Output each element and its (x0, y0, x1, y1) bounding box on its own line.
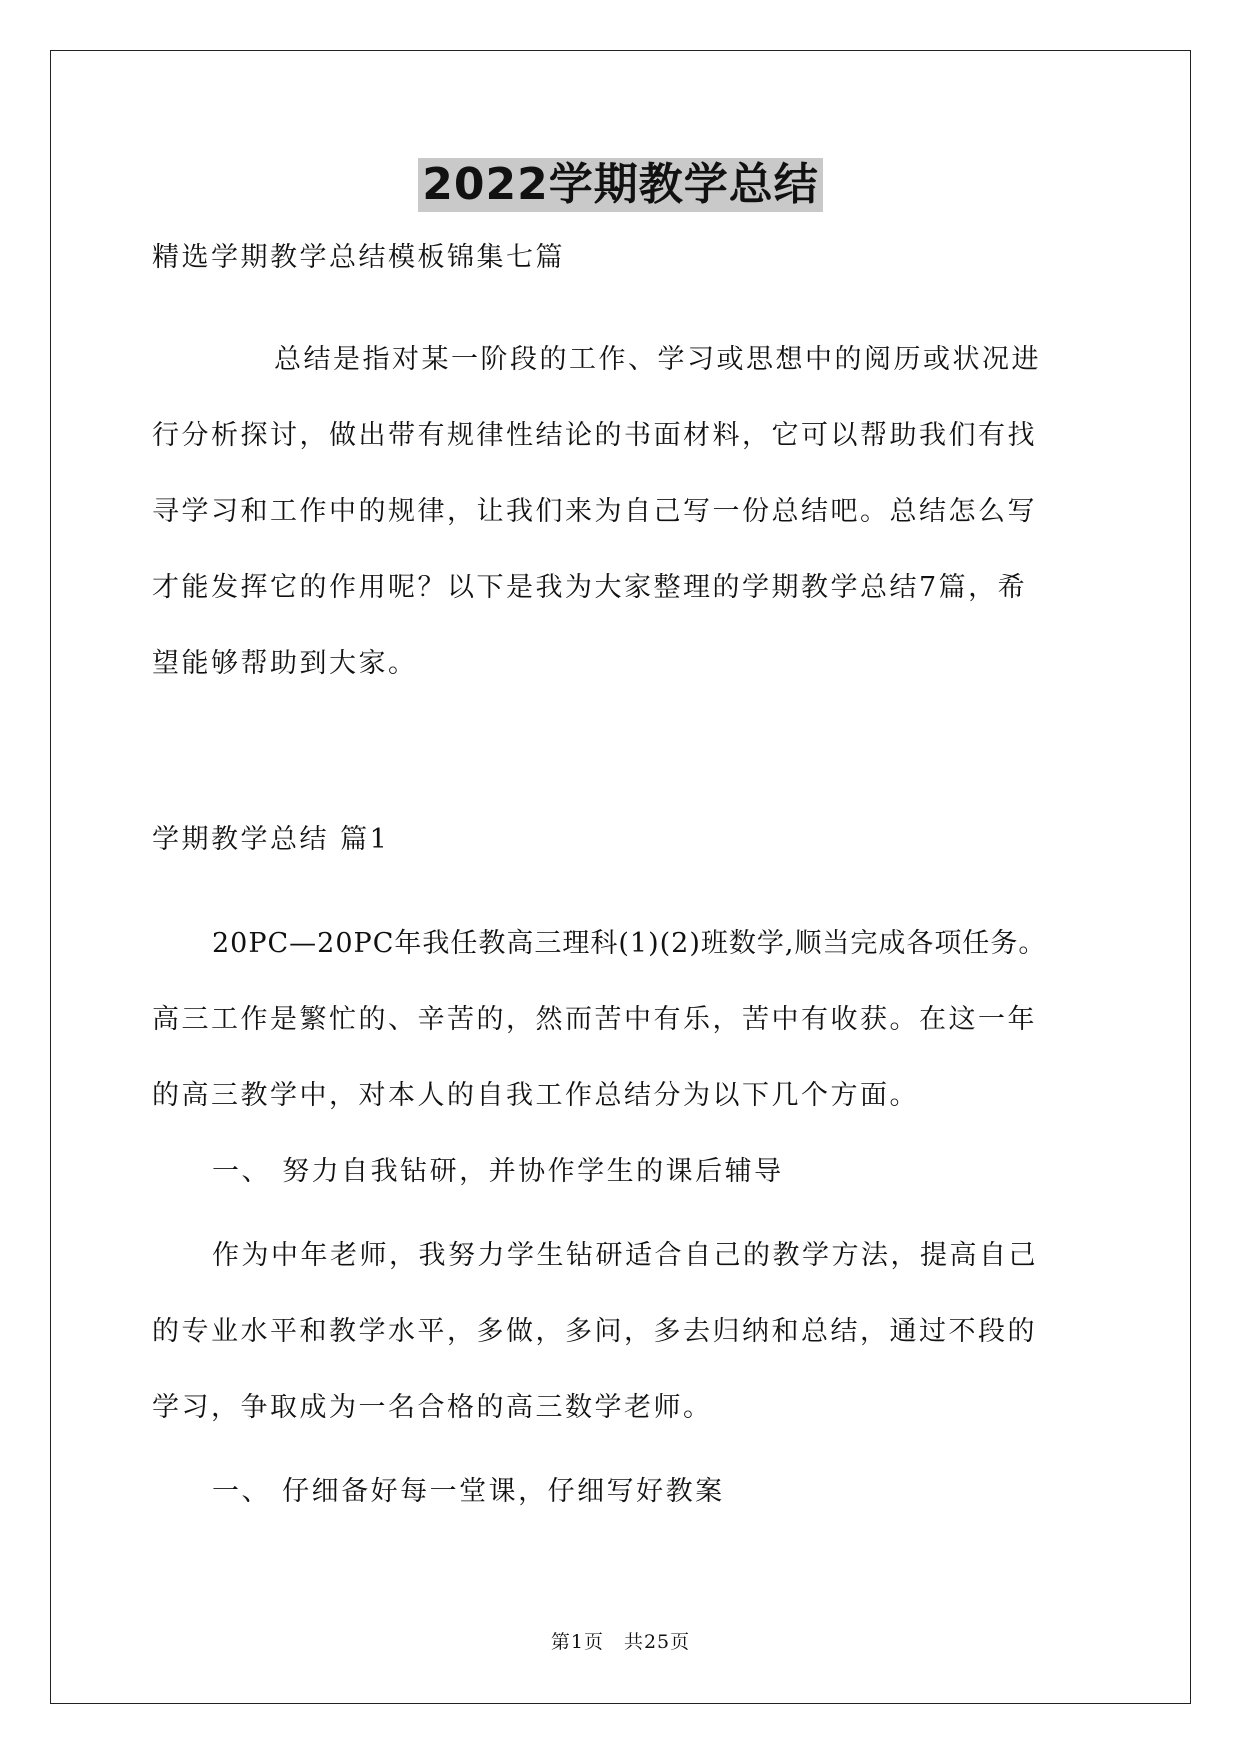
document-subtitle: 精选学期教学总结模板锦集七篇 (152, 242, 565, 273)
section-subheading-2: 一、 仔细备好每一堂课，仔细写好教案 (212, 1476, 725, 1507)
intro-line-1: 总结是指对某一阶段的工作、学习或思想中的阅历或状况进 (274, 344, 1041, 375)
section-line-3: 的高三教学中，对本人的自我工作总结分为以下几个方面。 (152, 1080, 919, 1111)
section-line-1: 20PC—20PC年我任教高三理科(1)(2)班数学,顺当完成各项任务。 (212, 928, 1047, 959)
section-subheading-1: 一、 努力自我钻研，并协作学生的课后辅导 (212, 1156, 784, 1187)
page-number: 第1页 共25页 (550, 1631, 691, 1653)
section-heading: 学期教学总结 篇1 (152, 824, 390, 855)
section-line-6: 的专业水平和教学水平，多做，多问，多去归纳和总结，通过不段的 (152, 1316, 1037, 1347)
intro-line-3: 寻学习和工作中的规律，让我们来为自己写一份总结吧。总结怎么写 (152, 496, 1037, 527)
document-title-wrapper (0, 158, 1241, 212)
page-frame (50, 50, 1191, 1704)
document-title: 2022学期教学总结 (418, 158, 822, 212)
intro-line-2: 行分析探讨，做出带有规律性结论的书面材料，它可以帮助我们有找 (152, 420, 1037, 451)
section-line-2: 高三工作是繁忙的、辛苦的，然而苦中有乐，苦中有收获。在这一年 (152, 1004, 1037, 1035)
section-line-7: 学习，争取成为一名合格的高三数学老师。 (152, 1392, 713, 1423)
section-line-5: 作为中年老师，我努力学生钻研适合自己的教学方法，提高自己 (212, 1240, 1038, 1271)
intro-line-4: 才能发挥它的作用呢？以下是我为大家整理的学期教学总结7篇，希 (152, 572, 1028, 603)
intro-line-5: 望能够帮助到大家。 (152, 648, 418, 679)
